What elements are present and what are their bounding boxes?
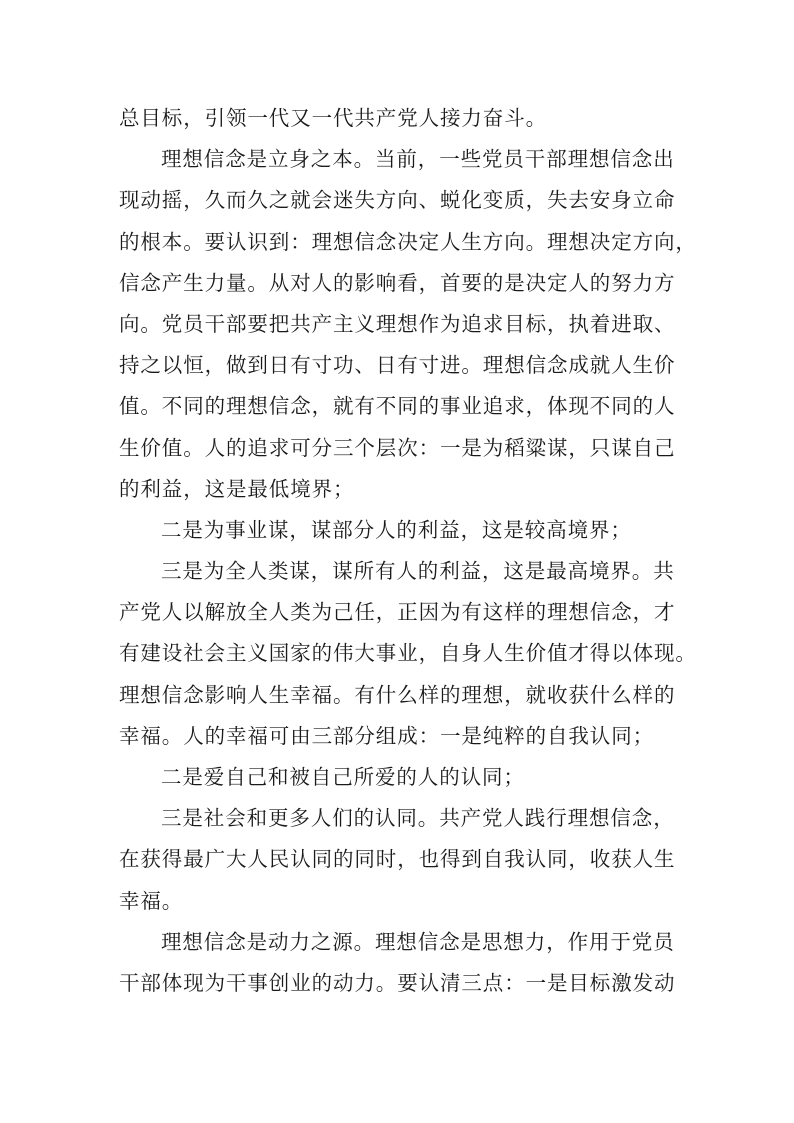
- text-line: 有建设社会主义国家的伟大事业，自身人生价值才得以体现。: [119, 641, 697, 666]
- text-line: 二是为事业谋，谋部分人的利益，这是较高境界；: [161, 517, 632, 542]
- text-line: 干部体现为干事创业的动力。要认清三点：一是目标激发动: [119, 970, 676, 995]
- text-line: 产党人以解放全人类为己任，正因为有这样的理想信念，才: [119, 600, 676, 625]
- text-line: 信念产生力量。从对人的影响看，首要的是决定人的努力方: [119, 270, 676, 295]
- text-line: 理想信念是立身之本。当前，一些党员干部理想信念出: [161, 147, 675, 172]
- text-line: 在获得最广大人民认同的同时，也得到自我认同，收获人生: [119, 847, 676, 872]
- text-line: 的利益，这是最低境界；: [119, 476, 355, 501]
- text-line: 幸福。: [119, 888, 184, 913]
- text-line: 的根本。要认识到：理想信念决定人生方向。理想决定方向，: [119, 229, 697, 254]
- text-line: 三是社会和更多人们的认同。共产党人践行理想信念，: [161, 806, 675, 831]
- text-line: 幸福。人的幸福可由三部分组成：一是纯粹的自我认同；: [119, 723, 654, 748]
- text-line: 三是为全人类谋，谋所有人的利益，这是最高境界。共: [161, 559, 675, 584]
- text-line: 值。不同的理想信念，就有不同的事业追求，体现不同的人: [119, 394, 676, 419]
- body-text: [119, 98, 697, 1004]
- text-line: 理想信念是动力之源。理想信念是思想力，作用于党员: [161, 929, 675, 954]
- text-line: 二是爱自己和被自己所爱的人的认同；: [161, 765, 525, 789]
- text-line: 总目标，引领一代又一代共产党人接力奋斗。: [119, 106, 547, 130]
- text-line: 理想信念影响人生幸福。有什么样的理想，就收获什么样的: [119, 682, 676, 707]
- text-line: 生价值。人的追求可分三个层次：一是为稻粱谋，只谋自己: [119, 435, 676, 460]
- text-line: 持之以恒，做到日有寸功、日有寸进。理想信念成就人生价: [119, 353, 676, 378]
- text-line: 向。党员干部要把共产主义理想作为追求目标，执着进取、: [119, 311, 676, 336]
- text-line: 现动摇，久而久之就会迷失方向、蜕化变质，失去安身立命: [119, 188, 676, 213]
